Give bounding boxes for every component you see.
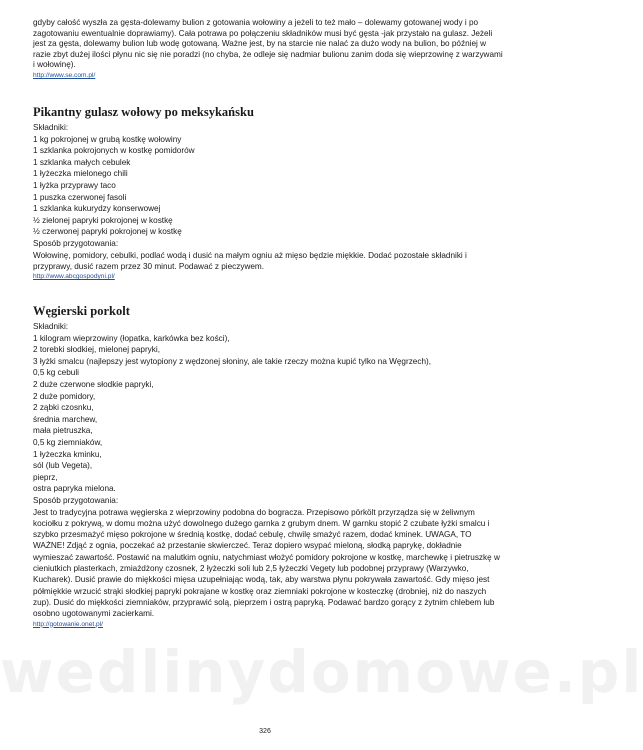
recipe2-ingredients-list: [33, 333, 503, 495]
ingredient-item: 1 kg pokrojonej w grubą kostkę wołowiny: [33, 134, 182, 144]
ingredient-item: 0,5 kg cebuli: [33, 368, 79, 378]
recipe2-method: Jest to tradycyjna potrawa węgierska z wieprzowiny podobna do bogracza. Przepisowo pörkölt przyrządza się w żeliwnym kociołku z pokrywą, w domu można użyć dowolnego dużego garnka z grubym dnem. W garnku stopić 2 czubate łyżki smalcu i szybko przesmażyć mięso pokrojone w średnią kostkę, dodać cebulę, chwilę smażyć razem, dodać kminek. UWAGA, TO WAŻNE! Zdjąć z ognia, poczekać aż przestanie skwierczeć. Teraz dopiero wsypać mieloną, słodką paprykę, dokładnie wymieszać zawartość. Postawić na malutkim ogniu, natychmiast włożyć pomidory pokrojone w kostkę, marchewkę i pietruszkę w cieniutkich plasterkach, zmiażdżony czosnek, 2 łyżeczki soli lub 2,5 łyżeczki Vegety lub podobnej przyprawy (Warzywko, Kucharek). Dusić prawie do miękkości mięsa uzupełniając wodą, tak, aby warstwa płynu pokrywała zawartość. Gdy mięso jest półmiękkie wrzucić strąki słodkiej papryki pokrajane w kostkę oraz ziemniaki pokrojone w kosteczkę (drobniej, niż do naszych zup). Dusić do miękkości ziemniaków, przyprawić solą, pieprzem i ostrą papryką. Podawać bardzo gorący z żytnim chlebem lub osobno ugotowanymi zacierkami.: [33, 507, 500, 619]
recipe1-method-label: Sposób przygotowania:: [33, 238, 119, 248]
ingredient-item: 1 łyżeczka kminku,: [33, 449, 102, 459]
recipe1-ingredients-label: Składniki:: [33, 122, 69, 132]
ingredient-item: sól (lub Vegeta),: [33, 461, 93, 471]
ingredient-item: 1 kilogram wieprzowiny (łopatka, karkówka bez kości),: [33, 333, 230, 343]
recipe1-source-link[interactable]: http://www.abcgospodyni.pl/: [33, 273, 115, 281]
recipe1-title: Pikantny gulasz wołowy po meksykańsku: [33, 104, 254, 119]
ingredient-item: ½ zielonej papryki pokrojonej w kostkę: [33, 215, 173, 225]
ingredient-item: 1 łyżka przyprawy taco: [33, 180, 116, 190]
recipe2-source-link[interactable]: http://gotowanie.onet.pl/: [33, 620, 104, 628]
intro-paragraph: gdyby całość wyszła za gęsta-dolewamy bulion z gotowania wołowiny a jeżeli to też mało – dolewamy gotowanej wody i po zagotowaniu ewentualnie doprawiamy). Cała potrawa po połączeniu składników musi być gęsta -jak przystało na gulasz. Jeżeli jest za gęsta, dolewamy bulion lub wodę gotowaną. Ważne jest, by na starcie nie nalać za dużo wody na bulion, bo później w razie zbyt dużej ilości płynu nic się nie poradzi (no chyba, że odleje się nadmiar bulionu zanim doda się wieprzowinę z warzywami i wołowinę).: [33, 18, 503, 70]
ingredient-item: ½ czerwonej papryki pokrojonej w kostkę: [33, 227, 182, 237]
ingredient-item: 1 łyżeczka mielonego chili: [33, 169, 128, 179]
intro-source-link[interactable]: http://www.se.com.pl/: [33, 71, 96, 79]
document-page: [33, 18, 503, 630]
page-number: 326: [259, 728, 271, 735]
ingredient-item: 2 duże czerwone słodkie papryki,: [33, 380, 154, 390]
recipe2-title: Węgierski porkolt: [33, 304, 130, 319]
recipe1-method: Wołowinę, pomidory, cebulki, podlać wodą i dusić na małym ogniu aż mięso będzie miękkie. Dodać pozostałe składniki i przyprawy, dusić razem przez 30 minut. Podawać z pieczywem.: [33, 250, 467, 271]
watermark-text: wedlinydomowe.pl: [0, 638, 643, 706]
ingredient-item: mała pietruszka,: [33, 426, 93, 436]
ingredient-item: średnia marchew,: [33, 414, 98, 424]
ingredient-item: pieprz,: [33, 472, 58, 482]
ingredient-item: 1 szklanka małych cebulek: [33, 157, 131, 167]
recipe2-ingredients-label: Składniki:: [33, 322, 69, 332]
ingredient-item: 1 puszka czerwonej fasoli: [33, 192, 127, 202]
ingredient-item: 3 łyżki smalcu (najlepszy jest wytopiony z wędzonej słoniny, ale takie rzeczy można kupić tylko na Węgrzech),: [33, 356, 432, 366]
ingredient-item: ostra papryka mielona.: [33, 484, 116, 494]
ingredient-item: 1 szklanka pokrojonych w kostkę pomidorów: [33, 146, 195, 156]
recipe1-ingredients-list: [33, 134, 503, 238]
ingredient-item: 2 torebki słodkiej, mielonej papryki,: [33, 345, 160, 355]
ingredient-item: 2 ząbki czosnku,: [33, 403, 94, 413]
recipe2-method-label: Sposób przygotowania:: [33, 496, 119, 505]
ingredient-item: 0,5 kg ziemniaków,: [33, 438, 103, 448]
ingredient-item: 2 duże pomidory,: [33, 391, 96, 401]
ingredient-item: 1 szklanka kukurydzy konserwowej: [33, 204, 161, 214]
